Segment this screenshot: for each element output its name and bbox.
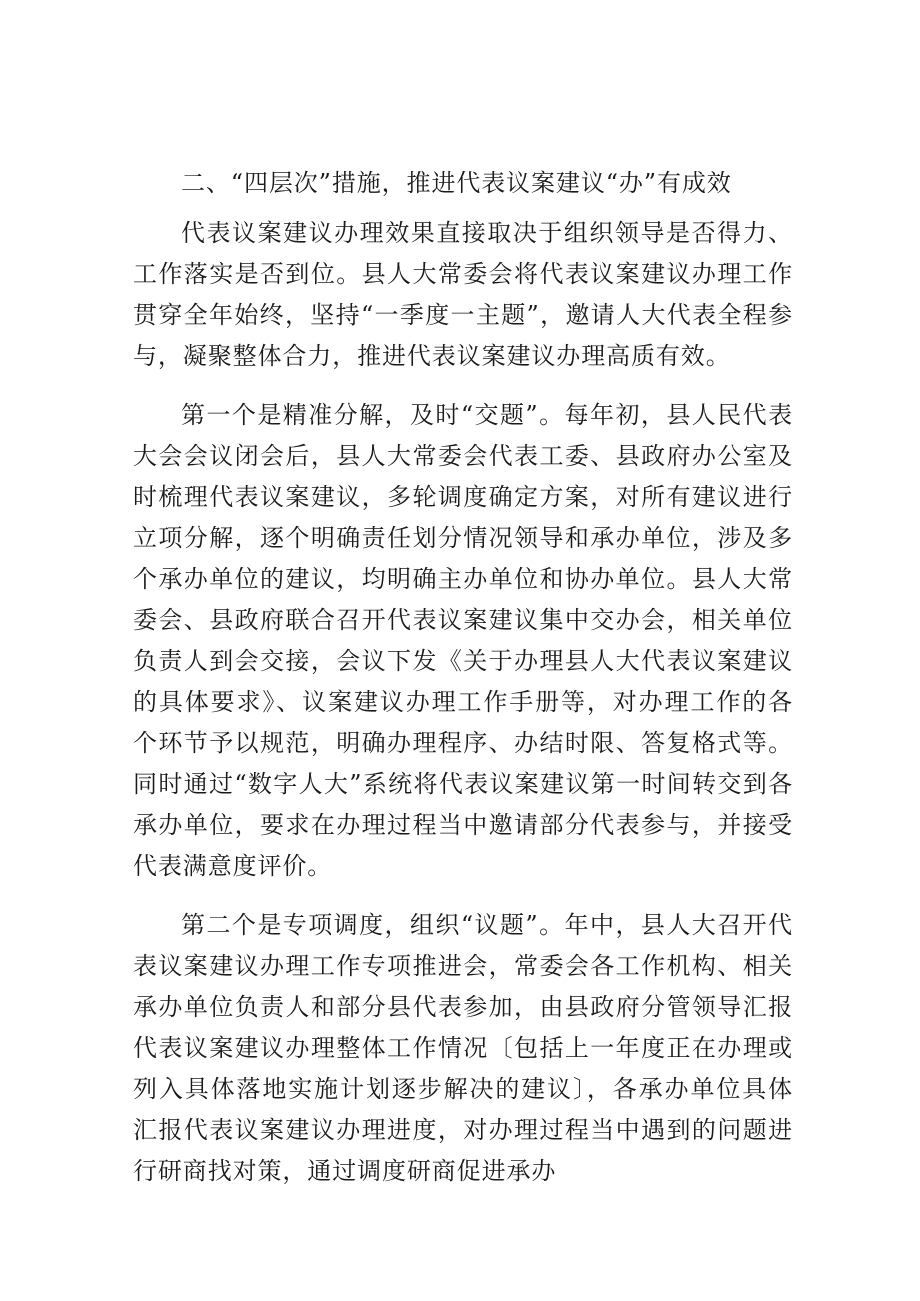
- paragraph-intro: 代表议案建议办理效果直接取决于组织领导是否得力、工作落实是否到位。县人大常委会将代表议案建议办理工作贯穿全年始终，坚持“一季度一主题”，邀请人大代表全程参与，凝聚整体合力，推进代表议案建议办理高质有效。: [133, 219, 793, 370]
- paragraph-first-measure: 第一个是精准分解，及时“交题”。每年初，县人民代表大会会议闭会后，县人大常委会代表工委、县政府办公室及时梳理代表议案建议，多轮调度确定方案，对所有建议进行立项分解，逐个明确责任划分情况领导和承办单位，涉及多个承办单位的建议，均明确主办单位和协办单位。县人大常委会、县政府联合召开代表议案建议集中交办会，相关单位负责人到会交接，会议下发《关于办理县人大代表议案建议的具体要求》、议案建议办理工作手册等，对办理工作的各个环节予以规范，明确办理程序、办结时限、答复格式等。同时通过“数字人大”系统将代表议案建议第一时间转交到各承办单位，要求在办理过程当中邀请部分代表参与，并接受代表满意度评价。: [133, 401, 793, 880]
- section-heading: 二、“四层次”措施，推进代表议案建议“办”有成效: [181, 169, 732, 197]
- document-body: [133, 166, 793, 1210]
- paragraph-second-measure: 第二个是专项调度，组织“议题”。年中，县人大召开代表议案建议办理工作专项推进会，常委会各工作机构、相关承办单位负责人和部分县代表参加，由县政府分管领导汇报代表议案建议办理整体工作情况〔包括上一年度正在办理或列入具体落地实施计划逐步解决的建议〕，各承办单位具体汇报代表议案建议办理进度，对办理过程当中遇到的问题进行研商找对策，通过调度研商促进承办: [133, 911, 793, 1185]
